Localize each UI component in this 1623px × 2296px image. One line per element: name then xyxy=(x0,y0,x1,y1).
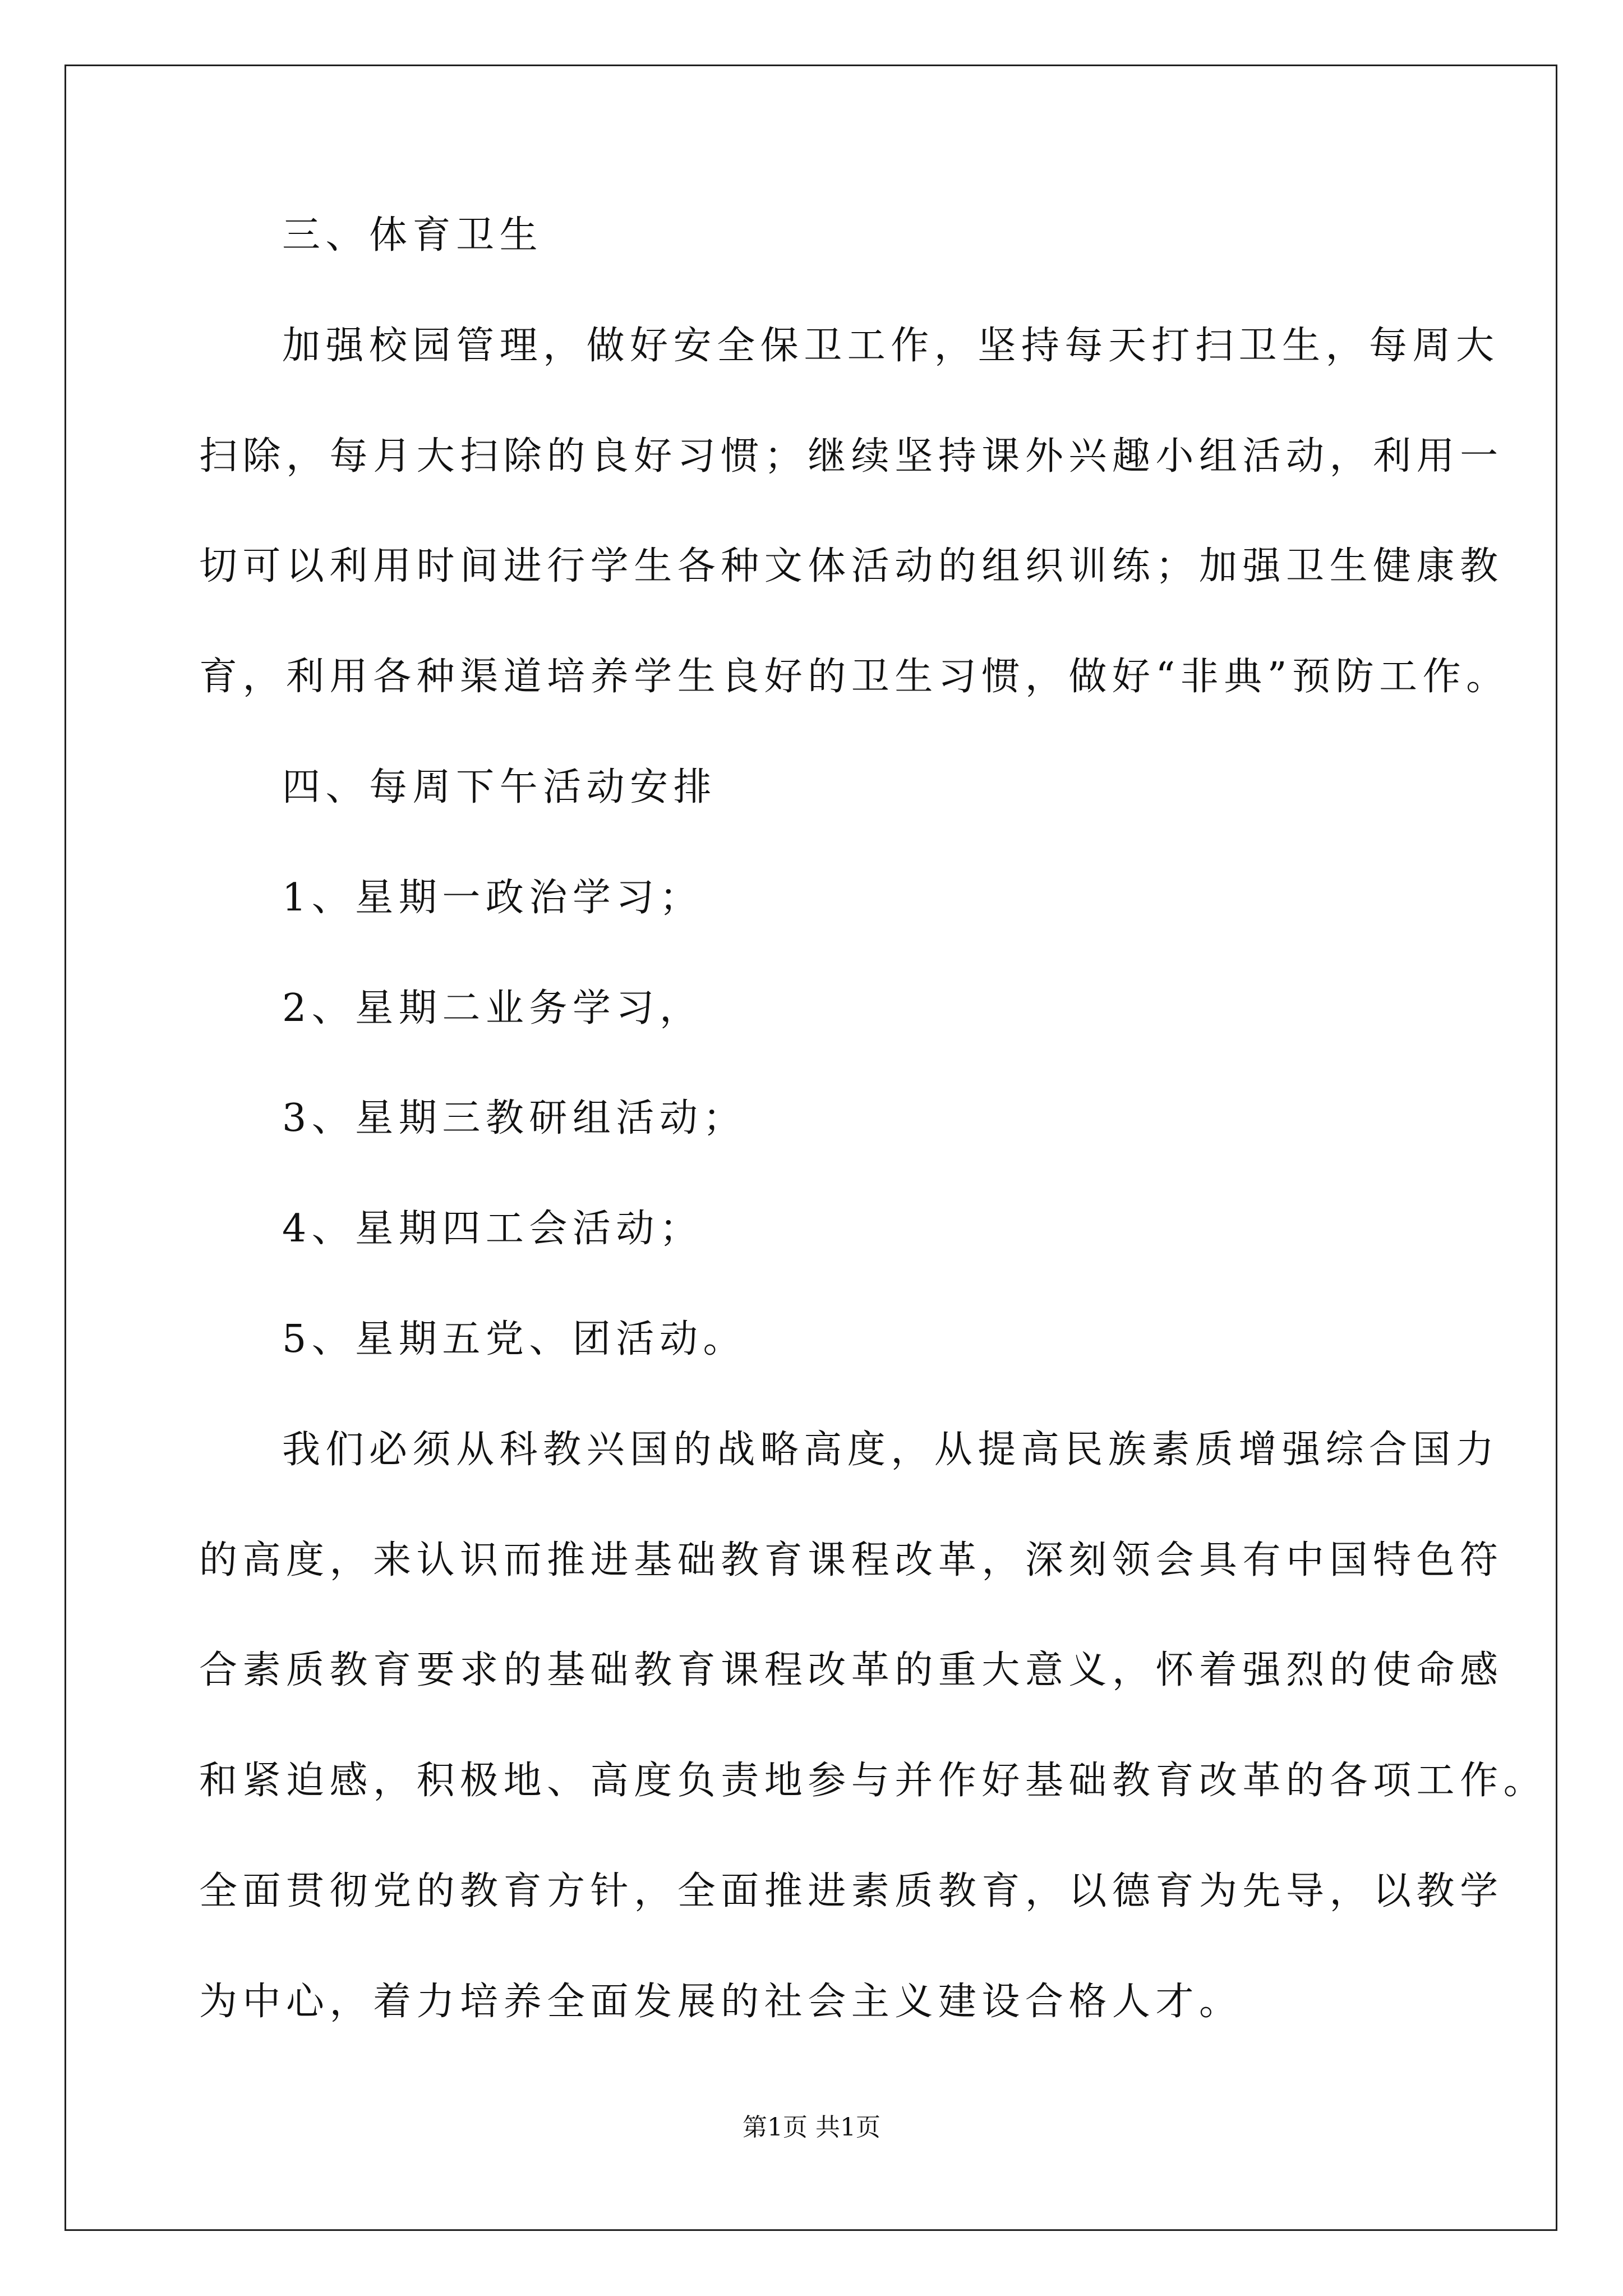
page-number-footer: 第1页 共1页 xyxy=(743,2113,880,2142)
list-item: 1、星期一政治学习； xyxy=(282,876,703,920)
list-item: 5、星期五党、团活动。 xyxy=(282,1317,746,1361)
section-heading-sports-hygiene: 三、体育卫生 xyxy=(282,213,543,257)
paragraph-line: 切可以利用时间进行学生各种文体活动的组织训练；加强卫生健康教 xyxy=(199,544,1504,588)
list-item: 3、星期三教研组活动； xyxy=(282,1096,746,1140)
paragraph-line: 扫除，每月大扫除的良好习惯；继续坚持课外兴趣小组活动，利用一 xyxy=(199,434,1504,478)
paragraph-line: 全面贯彻党的教育方针，全面推进素质教育，以德育为先导，以教学 xyxy=(199,1869,1504,1913)
section-heading-weekly-schedule: 四、每周下午活动安排 xyxy=(282,765,717,809)
list-item: 4、星期四工会活动； xyxy=(282,1207,703,1251)
paragraph-line: 和紧迫感，积极地、高度负责地参与并作好基础教育改革的各项工作。 xyxy=(199,1759,1547,1803)
paragraph-line: 合素质教育要求的基础教育课程改革的重大意义，怀着强烈的使命感 xyxy=(199,1648,1504,1692)
list-item: 2、星期二业务学习， xyxy=(282,986,703,1030)
paragraph-line: 我们必须从科教兴国的战略高度，从提高民族素质增强综合国力 xyxy=(282,1428,1500,1472)
paragraph-line: 加强校园管理，做好安全保卫工作，坚持每天打扫卫生，每周大 xyxy=(282,324,1500,368)
paragraph-line: 的高度，来认识而推进基础教育课程改革，深刻领会具有中国特色符 xyxy=(199,1538,1504,1582)
paragraph-line: 育，利用各种渠道培养学生良好的卫生习惯，做好“非典”预防工作。 xyxy=(199,655,1510,699)
paragraph-line: 为中心，着力培养全面发展的社会主义建设合格人才。 xyxy=(199,1980,1243,2024)
